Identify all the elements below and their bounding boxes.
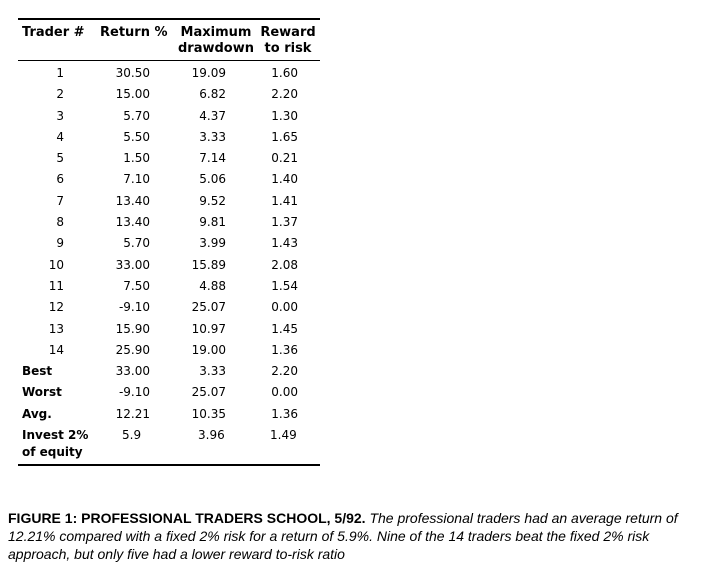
caption-text: The professional traders had an average return of 12.21% compared with a fixed 2% risk for a return of 5.9%. Nine of the 14 traders beat the fixed 2% risk approach, but only five had a lower reward to-risk ratio <box>8 510 678 562</box>
cell-reward: 1.30 <box>271 108 298 123</box>
header-reward <box>258 25 318 57</box>
table-row <box>18 276 320 297</box>
cell-drawdown: 4.88 <box>199 278 226 293</box>
cell-trader: 1 <box>56 66 64 80</box>
table-body <box>18 63 320 461</box>
cell-trader: 9 <box>56 236 64 251</box>
cell-drawdown: 3.96 <box>198 428 225 443</box>
summary-row-best <box>18 361 320 382</box>
cell-return: -9.10 <box>118 385 150 400</box>
header-drawdown-line2: drawdown <box>178 41 255 56</box>
header-drawdown-line1: Maximum <box>180 25 252 40</box>
cell-trader: 3 <box>56 108 64 123</box>
cell-drawdown: 7.14 <box>199 151 226 166</box>
cell-return: 7.50 <box>123 278 150 293</box>
table-row <box>18 63 320 84</box>
summary-label: Avg. <box>22 406 52 421</box>
cell-drawdown: 3.33 <box>199 364 226 379</box>
cell-reward: 1.36 <box>271 342 298 357</box>
cell-reward: 2.20 <box>271 87 298 102</box>
cell-return: 1.50 <box>123 151 150 166</box>
header-return <box>100 25 166 41</box>
table-row <box>18 212 320 233</box>
cell-drawdown: 10.97 <box>191 321 226 336</box>
cell-reward: 2.08 <box>271 257 298 272</box>
cell-drawdown: 6.82 <box>199 87 226 102</box>
cell-return: 33.00 <box>115 364 150 379</box>
cell-drawdown: 19.09 <box>191 66 226 80</box>
cell-return: 15.00 <box>115 87 150 102</box>
header-drawdown <box>178 25 254 57</box>
table-row <box>18 297 320 318</box>
cell-trader: 8 <box>56 215 64 230</box>
cell-reward: 0.00 <box>271 385 298 400</box>
header-trader-label: Trader # <box>22 25 85 40</box>
cell-drawdown: 10.35 <box>191 406 226 421</box>
cell-return: 25.90 <box>115 342 150 357</box>
cell-drawdown: 4.37 <box>199 108 226 123</box>
cell-return: 30.50 <box>115 66 150 80</box>
table-row <box>18 106 320 127</box>
cell-trader: 5 <box>56 151 64 166</box>
invest-label-line2: of equity <box>22 445 83 460</box>
cell-drawdown: 5.06 <box>199 172 226 187</box>
cell-reward: 1.37 <box>271 215 298 230</box>
cell-reward: 1.54 <box>271 278 298 293</box>
table-row <box>18 319 320 340</box>
cell-return: 13.40 <box>115 215 150 230</box>
cell-reward: 1.41 <box>271 193 298 208</box>
table-top-rule <box>18 18 320 20</box>
table-row <box>18 169 320 190</box>
table-row <box>18 233 320 254</box>
summary-label: Worst <box>22 385 62 400</box>
table-row <box>18 340 320 361</box>
table-bottom-rule <box>18 464 320 466</box>
header-reward-line1: Reward <box>260 25 316 40</box>
summary-row-invest <box>18 425 320 461</box>
cell-return: 7.10 <box>123 172 150 187</box>
cell-drawdown: 3.33 <box>199 129 226 144</box>
cell-return: 5.70 <box>123 108 150 123</box>
cell-reward: 1.49 <box>270 428 297 443</box>
invest-label-line1: Invest 2% <box>22 428 89 443</box>
cell-drawdown: 19.00 <box>191 342 226 357</box>
cell-return: 12.21 <box>115 406 150 421</box>
summary-row-worst <box>18 382 320 403</box>
cell-trader: 6 <box>56 172 64 187</box>
figure-caption <box>8 509 704 563</box>
table-row <box>18 84 320 105</box>
cell-reward: 1.60 <box>271 66 298 80</box>
cell-trader: 11 <box>48 278 64 293</box>
cell-return: 13.40 <box>115 193 150 208</box>
cell-drawdown: 3.99 <box>199 236 226 251</box>
cell-return: 5.9 <box>122 428 142 443</box>
header-return-label: Return % <box>100 25 168 40</box>
cell-trader: 13 <box>48 321 64 336</box>
cell-reward: 2.20 <box>271 364 298 379</box>
cell-reward: 1.65 <box>271 129 298 144</box>
cell-drawdown: 9.81 <box>199 215 226 230</box>
header-reward-line2: to risk <box>264 41 312 56</box>
summary-label-invest <box>22 427 92 461</box>
cell-return: -9.10 <box>118 300 150 315</box>
cell-return: 33.00 <box>115 257 150 272</box>
cell-drawdown: 15.89 <box>191 257 226 272</box>
cell-drawdown: 25.07 <box>191 300 226 315</box>
table-header-rule <box>18 60 320 61</box>
cell-return: 15.90 <box>115 321 150 336</box>
summary-row-avg <box>18 404 320 425</box>
cell-trader: 12 <box>48 300 64 315</box>
cell-drawdown: 25.07 <box>191 385 226 400</box>
cell-trader: 10 <box>48 257 64 272</box>
cell-reward: 0.00 <box>271 300 298 315</box>
header-trader <box>22 25 85 41</box>
cell-reward: 1.40 <box>271 172 298 187</box>
cell-reward: 1.36 <box>271 406 298 421</box>
cell-return: 5.70 <box>123 236 150 251</box>
cell-trader: 2 <box>56 87 64 102</box>
cell-trader: 14 <box>48 342 64 357</box>
table-row <box>18 191 320 212</box>
cell-trader: 7 <box>56 193 64 208</box>
table-row <box>18 255 320 276</box>
caption-title: FIGURE 1: PROFESSIONAL TRADERS SCHOOL, 5/92. <box>8 510 366 526</box>
summary-label: Best <box>22 364 53 379</box>
cell-reward: 1.45 <box>271 321 298 336</box>
cell-reward: 1.43 <box>271 236 298 251</box>
cell-drawdown: 9.52 <box>199 193 226 208</box>
cell-return: 5.50 <box>123 129 150 144</box>
table-row <box>18 127 320 148</box>
cell-trader: 4 <box>56 129 64 144</box>
cell-reward: 0.21 <box>271 151 298 166</box>
table-row <box>18 148 320 169</box>
